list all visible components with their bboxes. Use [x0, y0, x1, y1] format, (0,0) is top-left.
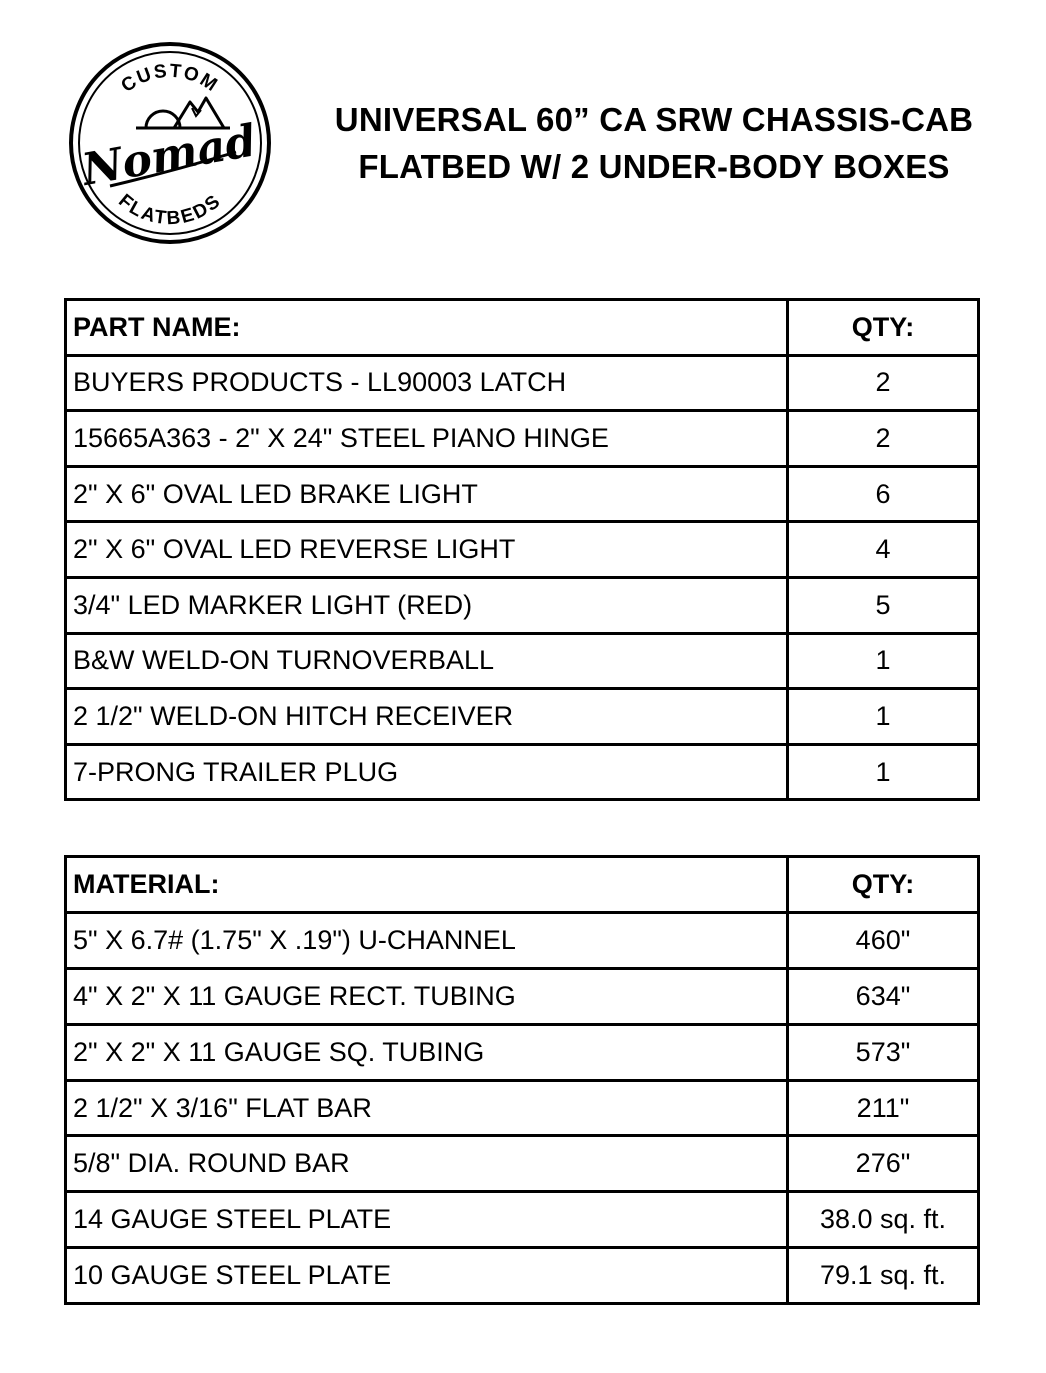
materials-header-qty: QTY:: [788, 857, 979, 913]
material-qty: 634": [788, 968, 979, 1024]
material-name: 14 GAUGE STEEL PLATE: [66, 1192, 788, 1248]
table-row: [66, 466, 979, 522]
material-name: 2" X 2" X 11 GAUGE SQ. TUBING: [66, 1024, 788, 1080]
part-qty: 2: [788, 411, 979, 467]
material-name: 5" X 6.7# (1.75" X .19") U-CHANNEL: [66, 912, 788, 968]
table-row: [66, 1192, 979, 1248]
material-name: 4" X 2" X 11 GAUGE RECT. TUBING: [66, 968, 788, 1024]
material-qty: 79.1 sq. ft.: [788, 1248, 979, 1304]
parts-header-qty: QTY:: [788, 300, 979, 356]
table-row: [66, 1024, 979, 1080]
part-qty: 1: [788, 744, 979, 800]
table-row: [66, 744, 979, 800]
part-qty: 1: [788, 633, 979, 689]
parts-header-row: [66, 300, 979, 356]
part-name: 7-PRONG TRAILER PLUG: [66, 744, 788, 800]
material-qty: 573": [788, 1024, 979, 1080]
part-name: 2" X 6" OVAL LED REVERSE LIGHT: [66, 522, 788, 578]
title-line-1: UNIVERSAL 60” CA SRW CHASSIS-CAB: [334, 101, 974, 138]
material-qty: 276": [788, 1136, 979, 1192]
part-name: B&W WELD-ON TURNOVERBALL: [66, 633, 788, 689]
table-row: [66, 577, 979, 633]
part-name: 2 1/2" WELD-ON HITCH RECEIVER: [66, 689, 788, 745]
materials-table: [64, 855, 980, 1305]
part-name: 2" X 6" OVAL LED BRAKE LIGHT: [66, 466, 788, 522]
table-row: [66, 1136, 979, 1192]
nomad-logo: [66, 40, 274, 246]
part-qty: 5: [788, 577, 979, 633]
materials-header-row: [66, 857, 979, 913]
material-qty: 211": [788, 1080, 979, 1136]
part-name: 3/4" LED MARKER LIGHT (RED): [66, 577, 788, 633]
document-title: [282, 96, 1026, 190]
part-name: BUYERS PRODUCTS - LL90003 LATCH: [66, 355, 788, 411]
material-name: 2 1/2" X 3/16" FLAT BAR: [66, 1080, 788, 1136]
table-row: [66, 689, 979, 745]
table-row: [66, 633, 979, 689]
part-qty: 1: [788, 689, 979, 745]
table-row: [66, 522, 979, 578]
material-qty: 460": [788, 912, 979, 968]
table-row: [66, 1248, 979, 1304]
title-line-2: FLATBED W/ 2 UNDER-BODY BOXES: [358, 148, 950, 185]
table-row: [66, 968, 979, 1024]
part-qty: 6: [788, 466, 979, 522]
table-row: [66, 1080, 979, 1136]
logo-script-text: Nomad: [78, 115, 261, 196]
part-qty: 2: [788, 355, 979, 411]
table-row: [66, 411, 979, 467]
part-name: 15665A363 - 2" X 24" STEEL PIANO HINGE: [66, 411, 788, 467]
parts-header-name: PART NAME:: [66, 300, 788, 356]
material-qty: 38.0 sq. ft.: [788, 1192, 979, 1248]
material-name: 10 GAUGE STEEL PLATE: [66, 1248, 788, 1304]
logo-bottom-text: FLATBEDS: [114, 190, 226, 230]
material-name: 5/8" DIA. ROUND BAR: [66, 1136, 788, 1192]
table-row: [66, 355, 979, 411]
part-qty: 4: [788, 522, 979, 578]
parts-table: [64, 298, 980, 801]
logo-top-text: CUSTOM: [117, 60, 223, 97]
materials-header-name: MATERIAL:: [66, 857, 788, 913]
table-row: [66, 912, 979, 968]
